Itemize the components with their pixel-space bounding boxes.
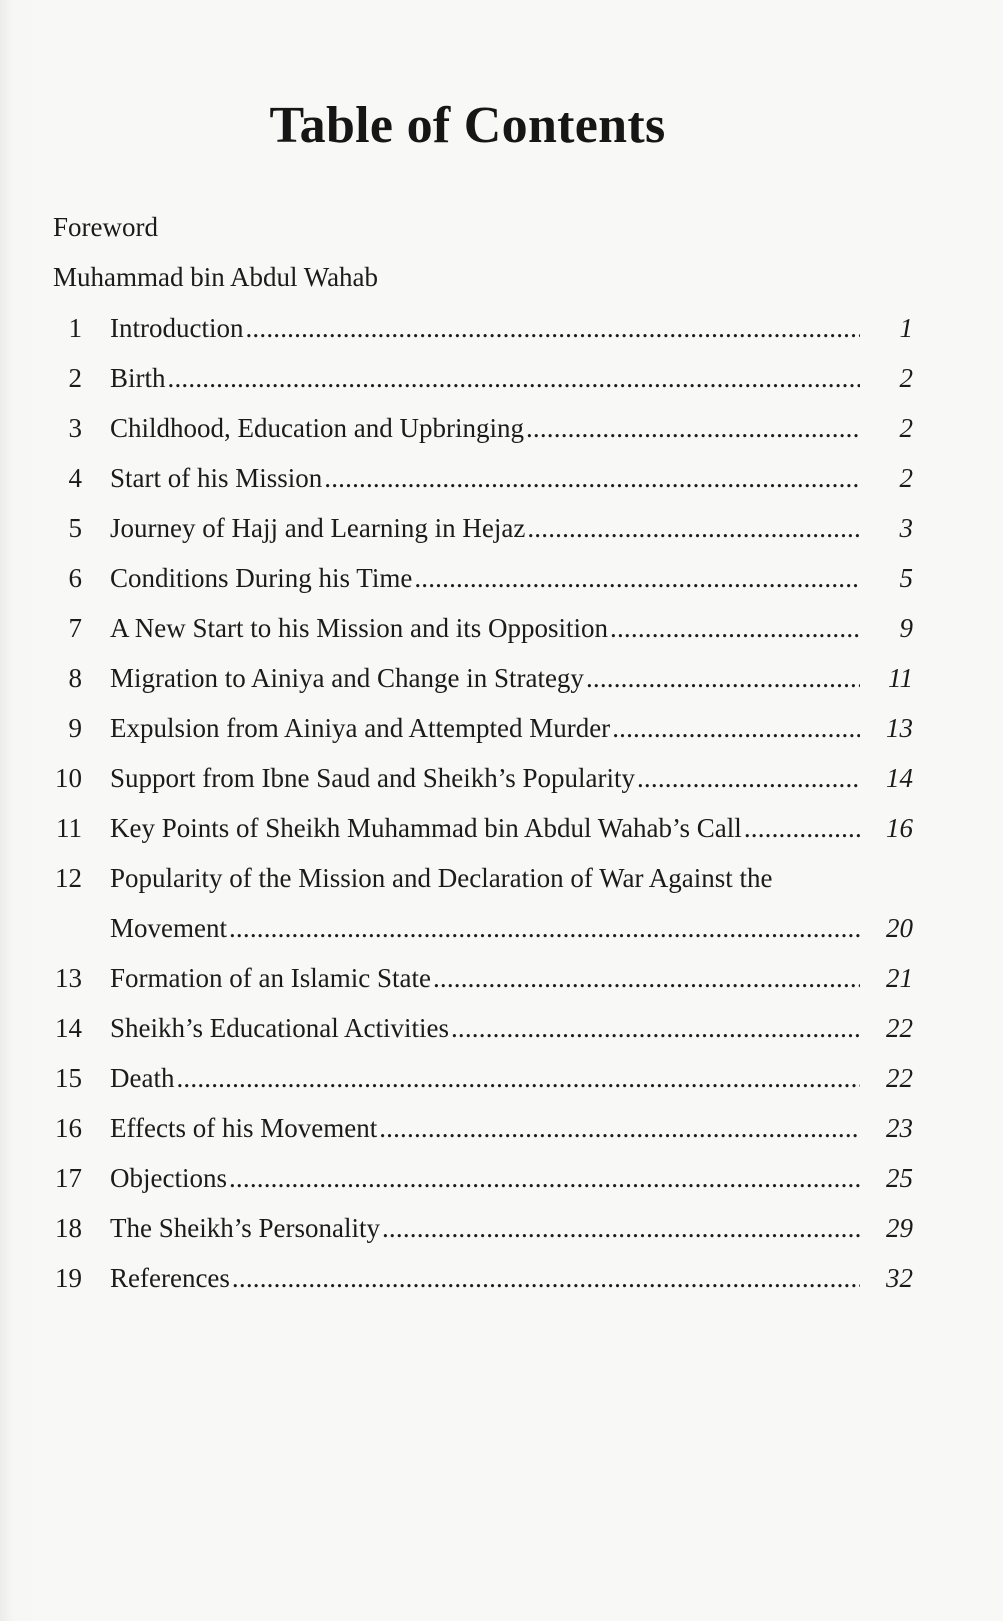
entry-number: 4 (68, 463, 82, 493)
toc-entry (0, 860, 935, 896)
entry-title: Conditions During his Time (110, 563, 413, 593)
entry-leader (110, 460, 860, 496)
entry-page: 23 (886, 1113, 913, 1143)
entry-number: 2 (68, 363, 82, 393)
entry-leader (110, 1210, 860, 1246)
entry-leader (110, 910, 860, 946)
toc-entry (0, 1160, 935, 1196)
entry-title: Introduction (110, 313, 244, 343)
dot-leader (324, 460, 860, 496)
entry-page: 13 (886, 713, 913, 743)
entry-title: Key Points of Sheikh Muhammad bin Abdul Wahab’s Call (110, 813, 742, 843)
entry-title-continued: Movement (110, 913, 227, 943)
toc-entry (0, 960, 935, 996)
entry-title: Start of his Mission (110, 463, 323, 493)
dot-leader (382, 1210, 860, 1246)
entry-title: Childhood, Education and Upbringing (110, 413, 524, 443)
toc-entry (0, 1060, 935, 1096)
entry-title: Formation of an Islamic State (110, 963, 431, 993)
entry-number: 13 (55, 963, 82, 993)
dot-leader (526, 410, 860, 446)
entry-number: 1 (68, 313, 82, 343)
toc-entry (0, 760, 935, 796)
dot-leader (232, 1260, 860, 1296)
toc-entry (0, 660, 935, 696)
entry-number: 12 (55, 863, 82, 893)
entry-leader (110, 560, 860, 596)
entry-page: 16 (886, 813, 913, 843)
toc-entry (0, 610, 935, 646)
entry-page: 2 (899, 413, 913, 443)
dot-leader (168, 360, 860, 396)
dot-leader (610, 610, 860, 646)
entry-page: 2 (899, 363, 913, 393)
entry-title: Journey of Hajj and Learning in Hejaz (110, 513, 526, 543)
entry-title: Expulsion from Ainiya and Attempted Murder (110, 713, 611, 743)
entry-page: 22 (886, 1013, 913, 1043)
entry-page: 2 (899, 463, 913, 493)
dot-leader (229, 910, 860, 946)
entry-number: 5 (68, 513, 82, 543)
entry-number: 9 (68, 713, 82, 743)
entry-leader (110, 960, 860, 996)
toc-entry (0, 1110, 935, 1146)
entry-number: 16 (55, 1113, 82, 1143)
entry-page: 5 (899, 563, 913, 593)
toc-entry (0, 1260, 935, 1296)
entry-page: 20 (886, 913, 913, 943)
entry-number: 3 (68, 413, 82, 443)
entry-number: 10 (55, 763, 82, 793)
entry-title: The Sheikh’s Personality (110, 1213, 380, 1243)
entry-title: Death (110, 1063, 175, 1093)
entry-title: References (110, 1263, 230, 1293)
dot-leader (229, 1160, 860, 1196)
toc-entry (0, 560, 935, 596)
dot-leader (451, 1010, 860, 1046)
toc-entry (0, 1010, 935, 1046)
dot-leader (433, 960, 860, 996)
entry-page: 21 (886, 963, 913, 993)
entry-title: Objections (110, 1163, 227, 1193)
dot-leader (612, 710, 860, 746)
entry-title: Support from Ibne Saud and Sheikh’s Popularity (110, 763, 635, 793)
front-matter-foreword: Foreword (53, 212, 158, 242)
dot-leader (414, 560, 860, 596)
dot-leader (176, 1060, 860, 1096)
toc-entry (0, 810, 935, 846)
entry-leader (110, 1260, 860, 1296)
dot-leader (379, 1110, 860, 1146)
entry-number: 7 (68, 613, 82, 643)
entry-title: Popularity of the Mission and Declaration of War Against the (110, 863, 773, 893)
entry-leader (110, 760, 860, 796)
entry-title: A New Start to his Mission and its Opposition (110, 613, 609, 643)
entry-leader (110, 610, 860, 646)
entry-page: 25 (886, 1163, 913, 1193)
entry-leader (110, 1010, 860, 1046)
entry-number: 14 (55, 1013, 82, 1043)
entry-number: 17 (55, 1163, 82, 1193)
entry-number: 18 (55, 1213, 82, 1243)
entry-leader (110, 1060, 860, 1096)
entry-page: 11 (888, 663, 913, 693)
entry-page: 3 (899, 513, 913, 543)
toc-entry (0, 710, 935, 746)
entry-leader (110, 360, 860, 396)
dot-leader (637, 760, 860, 796)
dot-leader (586, 660, 860, 696)
toc-entry (0, 310, 935, 346)
entry-leader (110, 1110, 860, 1146)
entry-leader (110, 410, 860, 446)
entry-number: 15 (55, 1063, 82, 1093)
entry-page: 1 (899, 313, 913, 343)
entry-number: 19 (55, 1263, 82, 1293)
toc-entry (0, 510, 935, 546)
entry-leader (110, 660, 860, 696)
entry-title: Migration to Ainiya and Change in Strategy (110, 663, 584, 693)
toc-entry (0, 410, 935, 446)
page-title: Table of Contents (269, 97, 666, 154)
dot-leader (527, 510, 860, 546)
entry-leader (110, 810, 860, 846)
entry-leader (110, 510, 860, 546)
entry-page: 22 (886, 1063, 913, 1093)
entry-leader (110, 310, 860, 346)
entry-title: Effects of his Movement (110, 1113, 378, 1143)
dot-leader (245, 310, 860, 346)
dot-leader (744, 810, 860, 846)
entry-number: 11 (56, 813, 82, 843)
entry-number: 8 (68, 663, 82, 693)
toc-entry (0, 360, 935, 396)
entry-page: 14 (886, 763, 913, 793)
front-matter-author: Muhammad bin Abdul Wahab (53, 262, 379, 292)
entry-leader (110, 1160, 860, 1196)
entry-page: 9 (899, 613, 913, 643)
toc-entry (0, 460, 935, 496)
entry-number: 6 (68, 563, 82, 593)
entry-leader (110, 710, 860, 746)
toc-entry (0, 1210, 935, 1246)
entry-page: 29 (886, 1213, 913, 1243)
entry-title: Sheikh’s Educational Activities (110, 1013, 449, 1043)
entry-page: 32 (886, 1263, 913, 1293)
toc-entry-continuation (0, 910, 935, 946)
entry-title: Birth (110, 363, 166, 393)
